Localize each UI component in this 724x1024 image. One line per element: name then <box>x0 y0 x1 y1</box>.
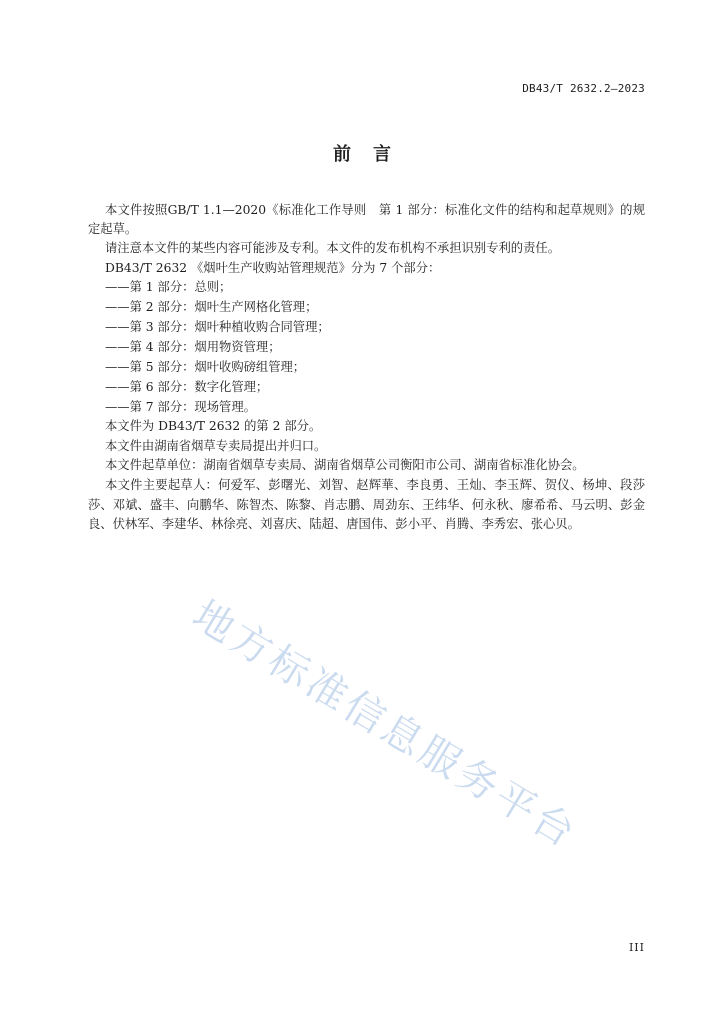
page-title: 前言 <box>333 144 413 165</box>
page-number: III <box>628 941 645 954</box>
paragraph-line: DB43/T 2632 《烟叶生产收购站管理规范》分为 7 个部分： <box>105 261 441 275</box>
paragraph-line: 本文件按照GB/T 1.1—2020《标准化工作导则 第 1 部分：标准化文件的结构和起草规则》的规 <box>105 203 645 217</box>
paragraph-line: 本文件由湖南省烟草专卖局提出并归口。 <box>105 439 327 453</box>
paragraph-line: 请注意本文件的某些内容可能涉及专利。本文件的发布机构不承担识别专利的责任。 <box>105 241 560 255</box>
list-item: ——第 3 部分：烟叶种植收购合同管理； <box>105 320 330 334</box>
paragraph-line: 良、伏林军、李建华、林徐亮、刘喜庆、陆超、唐国伟、彭小平、肖腾、李秀宏、张心贝。 <box>88 517 580 531</box>
list-item: ——第 4 部分：烟用物资管理； <box>105 340 281 354</box>
list-item: ——第 7 部分：现场管理。 <box>105 400 256 414</box>
list-item: ——第 1 部分：总则； <box>105 280 232 294</box>
watermark: 地方标准信息服务平台 <box>184 591 586 859</box>
paragraph-line: 莎、邓斌、盛丰、向鹏华、陈智杰、陈黎、肖志鹏、周劲东、王纬华、何永秋、廖希希、马云明、彭金 <box>88 498 645 512</box>
paragraph-line: 定起草。 <box>88 222 138 236</box>
paragraph-line: 本文件起草单位：湖南省烟草专卖局、湖南省烟草公司衡阳市公司、湖南省标准化协会。 <box>105 458 585 472</box>
list-item: ——第 2 部分：烟叶生产网格化管理； <box>105 300 318 314</box>
paragraph-line: 本文件主要起草人：何爱军、彭曙光、刘智、赵辉華、李良勇、王灿、李玉辉、贺仪、杨坤、段莎 <box>105 478 645 492</box>
document-code: DB43/T 2632.2—2023 <box>522 82 645 95</box>
list-item: ——第 5 部分：烟叶收购磅组管理； <box>105 360 306 374</box>
list-item: ——第 6 部分：数字化管理； <box>105 380 269 394</box>
paragraph-line: 本文件为 DB43/T 2632 的第 2 部分。 <box>105 419 322 433</box>
